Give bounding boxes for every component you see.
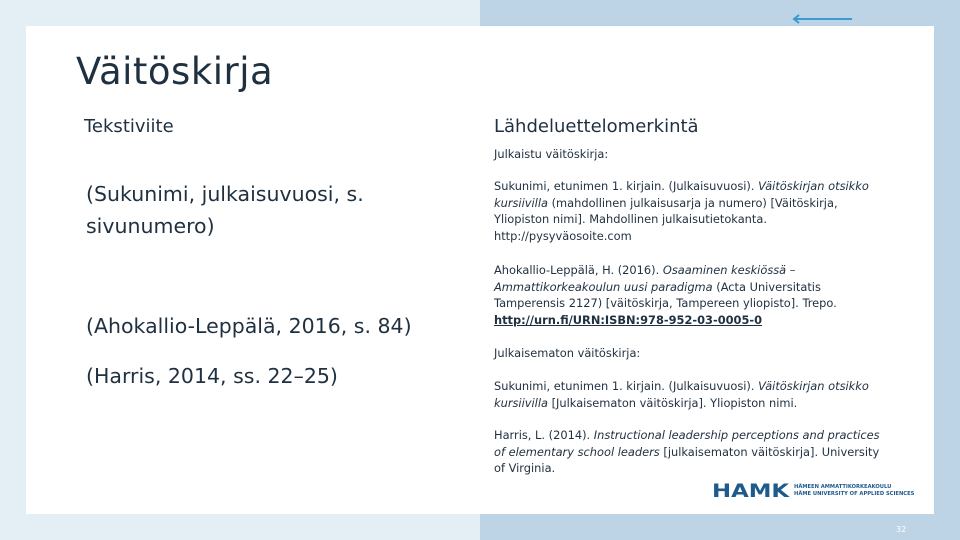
citation-example-ahokallio: (Ahokallio-Leppälä, 2016, s. 84): [86, 314, 412, 338]
unpub-template-details: [Julkaisematon väitöskirja]. Yliopiston nimi.: [547, 395, 798, 410]
citation-template-line1: (Sukunimi, julkaisuvuosi, s.: [86, 182, 364, 206]
slide-title: Väitöskirja: [76, 50, 274, 93]
example-details: (Acta Universitatis Tamperensis 2127) [väitöskirja, Tampereen yliopisto]. Trepo.: [494, 279, 837, 310]
example-title-italic: Osaaminen keskiössä – Ammattikorkeakoulun uusi paradigma: [494, 263, 796, 294]
hamk-logo-text: [794, 484, 914, 497]
unpublished-reference-example: [494, 427, 884, 477]
published-reference-example: [494, 262, 844, 328]
unpub-example-details: [julkaisematon väitöskirja]. University of Virginia.: [494, 444, 880, 475]
hamk-logo: [712, 480, 914, 502]
page-number: 32: [896, 525, 907, 534]
hamk-logo-word: HAMK: [712, 480, 790, 502]
column-heading-reference-list: Lähdeluettelomerkintä: [494, 116, 699, 137]
citation-template: [86, 178, 364, 242]
example-author-year: Ahokallio-Leppälä, H. (2016).: [494, 263, 663, 277]
unpub-example-title-italic: Instructional leadership perceptions and practices of elementary school leaders: [494, 428, 880, 459]
back-arrow-icon[interactable]: [790, 12, 854, 26]
citation-template-line2: sivunumero): [86, 214, 215, 238]
column-heading-in-text-citation: Tekstiviite: [84, 116, 174, 137]
unpub-template-author-year: Sukunimi, etunimen 1. kirjain. (Julkaisuvuosi).: [494, 379, 759, 393]
unpub-template-title-italic: Väitöskirjan otsikko kursiivilla: [494, 379, 869, 410]
unpublished-reference-template: [494, 378, 889, 411]
published-reference-template: [494, 178, 889, 244]
unpub-example-author-year: Harris, L. (2014).: [494, 428, 594, 442]
template-author-year: Sukunimi, etunimen 1. kirjain. (Julkaisuvuosi).: [494, 179, 759, 193]
hamk-logo-line1: HÄMEEN AMMATTIKORKEAKOULU: [794, 484, 892, 491]
hamk-logo-line2: HÄME UNIVERSITY OF APPLIED SCIENCES: [794, 491, 915, 497]
published-dissertation-label: Julkaistu väitöskirja:: [494, 147, 609, 161]
template-details: (mahdollinen julkaisusarja ja numero) [Väitöskirja, Yliopiston nimi]. Mahdollinen julkaisutietokanta. http://pysyväosoite.com: [494, 195, 838, 243]
unpublished-dissertation-label: Julkaisematon väitöskirja:: [494, 346, 641, 360]
example-urn-link[interactable]: http://urn.fi/URN:ISBN:978-952-03-0005-0: [494, 312, 763, 327]
citation-example-harris: (Harris, 2014, ss. 22–25): [86, 364, 338, 388]
template-title-italic: Väitöskirjan otsikko kursiivilla: [494, 179, 869, 210]
